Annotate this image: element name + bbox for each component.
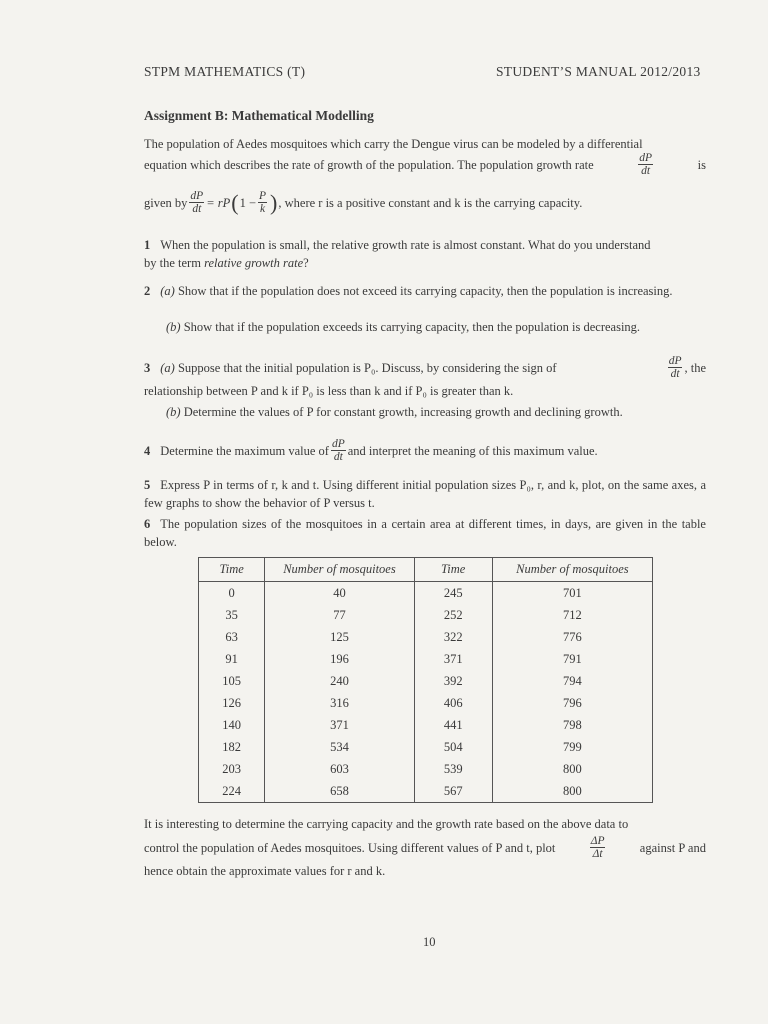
question-1: 1 When the population is small, the relative growth rate is almost constant. What do you understand by the term relative growth rate?: [144, 238, 651, 270]
close-paren: ): [270, 189, 278, 215]
given-by-text: given by: [144, 195, 188, 210]
dpdt-fraction: $\frac{dP}{dt}$: [639, 152, 653, 177]
page-number: 10: [423, 935, 436, 949]
eq-description: , where r is a positive constant and k is the carrying capacity.: [278, 195, 583, 210]
table-cell: 371: [414, 648, 492, 670]
table-cell: 701: [492, 582, 652, 605]
closing-line-1: It is interesting to determine the carrying capacity and the growth rate based on the above data to: [144, 817, 629, 831]
table-row: [199, 648, 653, 670]
table-cell: 126: [199, 692, 265, 714]
table-cell: 0: [199, 582, 265, 605]
p-over-k-fraction: $\frac{P}{k}$: [259, 190, 267, 215]
table-cell: 712: [492, 604, 652, 626]
table-row: [199, 714, 653, 736]
table-cell: 35: [199, 604, 265, 626]
table-cell: 316: [265, 692, 414, 714]
dpdt-fraction-q3: $\frac{dP}{dt}$: [668, 355, 682, 380]
table-row: [199, 736, 653, 758]
table-cell: 504: [414, 736, 492, 758]
table-cell: 371: [265, 714, 414, 736]
table-cell: 406: [414, 692, 492, 714]
question-4: 4 Determine the maximum value of $\frac{dP}{dt}$ and interpret the meaning of this maximum value.: [144, 438, 598, 463]
dpdt-fraction-q4: $\frac{dP}{dt}$: [331, 438, 345, 463]
question-5: 5 Express P in terms of r, k and t. Using different initial population sizes P₀, r, and k, plot, on the same axes, a few graphs to show the behavior of P versus t.: [144, 478, 706, 510]
question-6: 6 The population sizes of the mosquitoes in a certain area at different times, in days, are given in the table below.: [144, 517, 706, 549]
intro-line-2-is: is: [697, 157, 706, 172]
table-header-row: [199, 558, 653, 582]
table-cell: 203: [199, 758, 265, 780]
table-cell: 240: [265, 670, 414, 692]
term-relative-growth-rate: relative growth rate: [204, 256, 304, 270]
table-cell: 794: [492, 670, 652, 692]
question-3a-cont: relationship between P and k if P₀ is less than k and if P₀ is greater than k.: [144, 384, 514, 398]
mosquito-population-table: [198, 557, 653, 803]
closing-line-3: hence obtain the approximate values for r and k.: [144, 864, 386, 878]
table-cell: 125: [265, 626, 414, 648]
table-cell: 534: [265, 736, 414, 758]
table-cell: 140: [199, 714, 265, 736]
header-manual: STUDENT’S MANUAL 2012/2013: [496, 64, 701, 79]
table-row: [199, 692, 653, 714]
table-row: [199, 670, 653, 692]
table-row: [199, 780, 653, 803]
table-cell: 539: [414, 758, 492, 780]
question-2b: (b) Show that if the population exceeds its carrying capacity, then the population is decreasing.: [166, 320, 641, 334]
intro-line-1: The population of Aedes mosquitoes which carry the Dengue virus can be modeled by a differential: [144, 137, 643, 151]
eq-rhs: = rP: [206, 195, 231, 210]
delta-p-delta-t-fraction: $\frac{\Delta P}{\Delta t}$: [590, 835, 605, 860]
table-row: [199, 604, 653, 626]
table-cell: 196: [265, 648, 414, 670]
assignment-title: Assignment B: Mathematical Modelling: [144, 108, 374, 123]
table-cell: 776: [492, 626, 652, 648]
col-header-time: Time: [199, 558, 265, 582]
table-cell: 796: [492, 692, 652, 714]
table-cell: 603: [265, 758, 414, 780]
table-cell: 567: [414, 780, 492, 803]
table-cell: 791: [492, 648, 652, 670]
table-cell: 322: [414, 626, 492, 648]
logistic-equation-line: [144, 190, 706, 215]
intro-line-2: [144, 152, 706, 177]
closing-line-2: control the population of Aedes mosquitoes. Using different values of P and t, plot $\frac{\Delta P}{\Delta t}$ against P and: [144, 835, 706, 860]
question-3a: 3 (a) Suppose that the initial population is P₀. Discuss, by considering the sign of $\frac{dP}{dt}$ , the: [144, 355, 706, 380]
question-3b: (b) Determine the values of P for constant growth, increasing growth and declining growth.: [166, 405, 623, 419]
table-cell: 105: [199, 670, 265, 692]
table-row: [199, 758, 653, 780]
table-cell: 77: [265, 604, 414, 626]
eq-one-minus: 1 −: [239, 195, 257, 210]
table-cell: 63: [199, 626, 265, 648]
question-2a: 2 (a) Show that if the population does not exceed its carrying capacity, then the population is increasing.: [144, 284, 673, 298]
table-cell: 40: [265, 582, 414, 605]
col-header-time-2: Time: [414, 558, 492, 582]
table-cell: 245: [414, 582, 492, 605]
table-cell: 799: [492, 736, 652, 758]
table-cell: 252: [414, 604, 492, 626]
table-cell: 224: [199, 780, 265, 803]
col-header-mosquitoes-2: Number of mosquitoes: [492, 558, 652, 582]
table-cell: 392: [414, 670, 492, 692]
table-cell: 800: [492, 780, 652, 803]
intro-line-2-text: equation which describes the rate of growth of the population. The population growth rate: [144, 157, 594, 172]
table-cell: 800: [492, 758, 652, 780]
table-cell: 441: [414, 714, 492, 736]
open-paren: (: [231, 189, 239, 215]
header-course: STPM MATHEMATICS (T): [144, 64, 306, 79]
dpdt-fraction-eq: $\frac{dP}{dt}$: [190, 190, 204, 215]
table-cell: 91: [199, 648, 265, 670]
table-cell: 182: [199, 736, 265, 758]
table-row: [199, 626, 653, 648]
table-cell: 658: [265, 780, 414, 803]
table-row: [199, 582, 653, 605]
col-header-mosquitoes: Number of mosquitoes: [265, 558, 414, 582]
table-cell: 798: [492, 714, 652, 736]
